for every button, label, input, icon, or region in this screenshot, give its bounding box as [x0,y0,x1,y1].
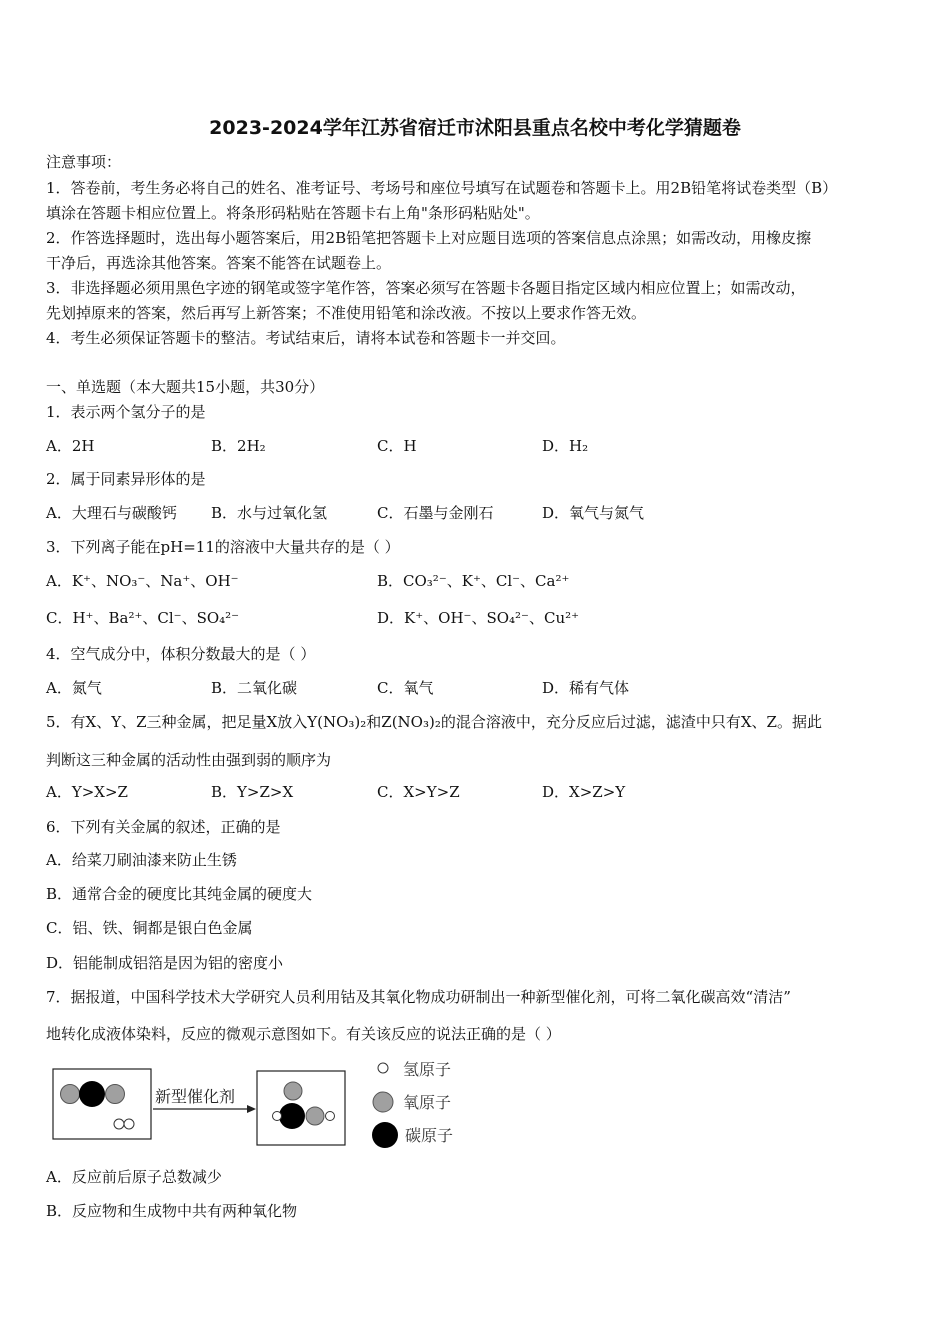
q5-option-a: A．Y>X>Z [46,783,128,801]
question-7-stem-cont: 地转化成液体染料，反应的微观示意图如下。有关该反应的说法正确的是（ ） [46,1025,561,1043]
page-title: 2023-2024学年江苏省宿迁市沭阳县重点名校中考化学猜题卷 [209,117,741,139]
question-4-stem: 4．空气成分中，体积分数最大的是（ ） [46,645,316,663]
hydrogen-atom [124,1119,134,1129]
oxygen-atom [61,1085,80,1104]
q3-option-c: C．H⁺、Ba²⁺、Cl⁻、SO₄²⁻ [46,609,240,627]
q7-option-a: A．反应前后原子总数减少 [46,1168,222,1186]
hydrogen-legend-icon [378,1063,388,1073]
q4-option-d: D．稀有气体 [542,679,630,697]
oxygen-atom [284,1082,302,1100]
section-heading: 一、单选题（本大题共15小题，共30分） [46,378,325,396]
q6-option-d: D．铝能制成铝箔是因为铝的密度小 [46,954,284,972]
question-6-stem: 6．下列有关金属的叙述，正确的是 [46,818,281,836]
carbon-atom [79,1081,105,1107]
question-5-stem: 5．有X、Y、Z三种金属，把足量X放入Y(NO₃)₂和Z(NO₃)₂的混合溶液中，充分反应后过滤，滤渣中只有X、Z。据此 [46,713,822,731]
q5-option-b: B．Y>Z>X [211,783,294,801]
notice-line: 干净后，再选涂其他答案。答案不能答在试题卷上。 [46,254,392,272]
legend-oxygen: 氧原子 [403,1093,452,1112]
notice-line: 1．答卷前，考生务必将自己的姓名、准考证号、考场号和座位号填写在试题卷和答题卡上。用2B铅笔将试卷类型（B） [46,179,838,197]
question-5-stem-cont: 判断这三种金属的活动性由强到弱的顺序为 [46,751,332,769]
q2-option-a: A．大理石与碳酸钙 [46,504,177,522]
reactant-box [53,1069,151,1139]
reaction-diagram [50,1056,480,1156]
question-1-stem: 1．表示两个氢分子的是 [46,403,206,421]
legend-hydrogen: 氢原子 [403,1060,452,1079]
hydrogen-atom [326,1112,335,1121]
q6-option-b: B．通常合金的硬度比其纯金属的硬度大 [46,885,313,903]
notice-line: 3．非选择题必须用黑色字迹的钢笔或签字笔作答，答案必须写在答题卡各题目指定区域内相应位置上；如需改动， [46,279,806,297]
notice-line: 4．考生必须保证答题卡的整洁。考试结束后，请将本试卷和答题卡一并交回。 [46,329,566,347]
q3-option-b: B．CO₃²⁻、K⁺、Cl⁻、Ca²⁺ [377,572,570,590]
question-3-stem: 3．下列离子能在pH=11的溶液中大量共存的是（ ） [46,538,400,556]
q5-option-d: D．X>Z>Y [542,783,626,801]
oxygen-legend-icon [373,1092,393,1112]
question-7-stem: 7．据报道，中国科学技术大学研究人员利用钴及其氧化物成功研制出一种新型催化剂，可将二氧化碳高效“清洁” [46,988,791,1006]
q4-option-a: A．氮气 [46,679,102,697]
q6-option-c: C．铝、铁、铜都是银白色金属 [46,919,253,937]
notice-line: 先划掉原来的答案，然后再写上新答案；不准使用铅笔和涂改液。不按以上要求作答无效。 [46,304,647,322]
question-2-stem: 2．属于同素异形体的是 [46,470,206,488]
q6-option-a: A．给菜刀刷油漆来防止生锈 [46,851,237,869]
notice-heading: 注意事项： [46,153,122,171]
q3-option-a: A．K⁺、NO₃⁻、Na⁺、OH⁻ [46,572,239,590]
q5-option-c: C．X>Y>Z [377,783,460,801]
carbon-legend-icon [372,1122,398,1148]
q1-option-c: C．H [377,437,417,455]
q2-option-c: C．石墨与金刚石 [377,504,494,522]
notice-line: 2．作答选择题时，选出每小题答案后，用2B铅笔把答题卡上对应题目选项的答案信息点涂黑；如需改动，用橡皮擦 [46,229,812,247]
carbon-atom [279,1103,305,1129]
q4-option-c: C．氧气 [377,679,434,697]
hydrogen-atom [114,1119,124,1129]
q2-option-b: B．水与过氧化氢 [211,504,328,522]
catalyst-label: 新型催化剂 [155,1087,236,1106]
oxygen-atom [306,1107,324,1125]
notice-line: 填涂在答题卡相应位置上。将条形码粘贴在答题卡右上角"条形码粘贴处"。 [46,204,540,222]
hydrogen-atom [273,1112,282,1121]
legend-carbon: 碳原子 [405,1126,454,1145]
q3-option-d: D．K⁺、OH⁻、SO₄²⁻、Cu²⁺ [377,609,580,627]
q1-option-a: A．2H [46,437,95,455]
q1-option-b: B．2H₂ [211,437,266,455]
arrow-head [247,1105,256,1113]
q4-option-b: B．二氧化碳 [211,679,298,697]
q2-option-d: D．氧气与氮气 [542,504,645,522]
q1-option-d: D．H₂ [542,437,589,455]
q7-option-b: B．反应物和生成物中共有两种氧化物 [46,1202,298,1220]
oxygen-atom [106,1085,125,1104]
